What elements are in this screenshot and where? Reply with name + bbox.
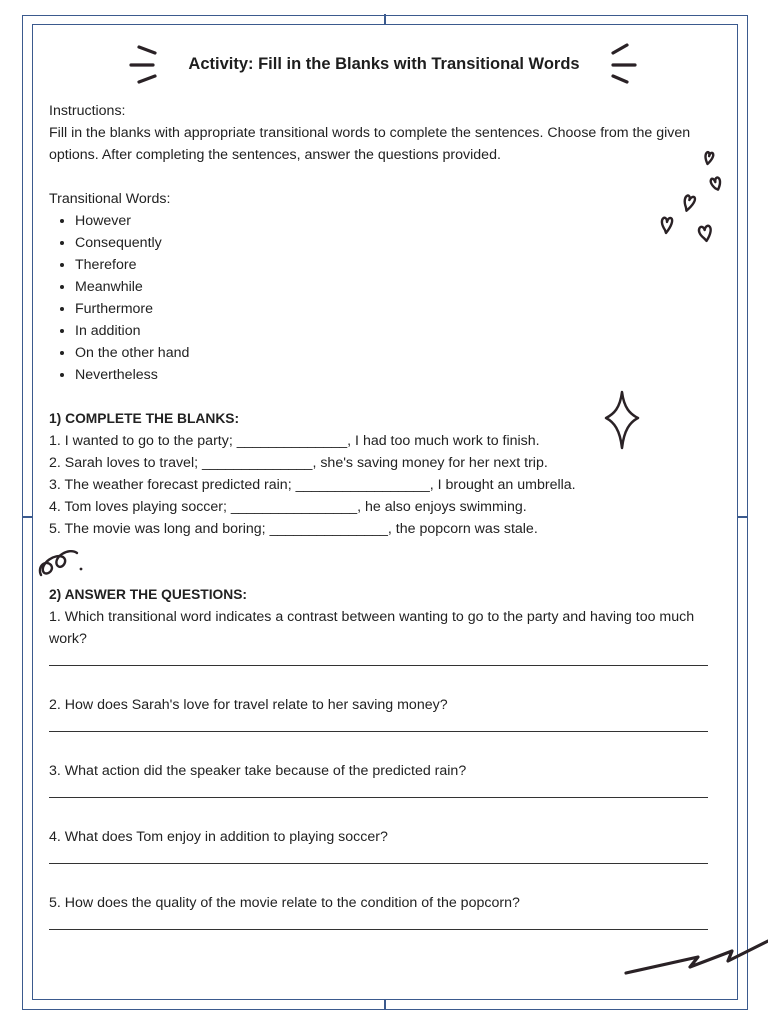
question: 3. What action did the speaker take because of the predicted rain? bbox=[49, 763, 467, 779]
question: 1. Which transitional word indicates a contrast between wanting to go to the party and having too much work? bbox=[49, 609, 695, 647]
transitional-words-list bbox=[49, 210, 714, 386]
list-item: • Meanwhile bbox=[75, 276, 714, 298]
border-tick bbox=[738, 516, 748, 518]
question: 5. How does the quality of the movie relate to the condition of the popcorn? bbox=[49, 895, 520, 911]
answer-line[interactable] bbox=[49, 650, 714, 672]
section2-heading: 2) ANSWER THE QUESTIONS: bbox=[49, 587, 248, 602]
instructions-label: Instructions: bbox=[49, 103, 126, 119]
blank-sentence: 4. Tom loves playing soccer; ________________, he also enjoys swimming. bbox=[49, 499, 527, 515]
worksheet-content bbox=[49, 100, 714, 936]
instructions-text: Fill in the blanks with appropriate transitional words to complete the sentences. Choose from the given options. After completing the sentences, answer the questions provided. bbox=[49, 125, 691, 163]
title-accent-marks-icon bbox=[0, 0, 768, 100]
blank-sentence: 2. Sarah loves to travel; ______________, she's saving money for her next trip. bbox=[49, 455, 548, 471]
list-item: • Therefore bbox=[75, 254, 714, 276]
border-tick bbox=[384, 1000, 386, 1010]
page-title: Activity: Fill in the Blanks with Transitional Words bbox=[188, 55, 580, 73]
list-item: • Nevertheless bbox=[75, 364, 714, 386]
list-item: • Furthermore bbox=[75, 298, 714, 320]
question: 4. What does Tom enjoy in addition to playing soccer? bbox=[49, 829, 388, 845]
list-item: • However bbox=[75, 210, 714, 232]
answer-line[interactable] bbox=[49, 848, 714, 870]
zigzag-line-icon bbox=[620, 935, 768, 975]
answer-line[interactable] bbox=[49, 914, 714, 936]
answer-line[interactable] bbox=[49, 782, 714, 804]
blank-sentence: 1. I wanted to go to the party; ______________, I had too much work to finish. bbox=[49, 433, 540, 449]
blank-sentence: 3. The weather forecast predicted rain; _________________, I brought an umbrella. bbox=[49, 477, 576, 493]
section1-heading: 1) COMPLETE THE BLANKS: bbox=[49, 411, 240, 426]
question: 2. How does Sarah's love for travel relate to her saving money? bbox=[49, 697, 448, 713]
transitional-words-label: Transitional Words: bbox=[49, 191, 171, 207]
border-tick bbox=[22, 516, 32, 518]
answer-line[interactable] bbox=[49, 716, 714, 738]
list-item: • In addition bbox=[75, 320, 714, 342]
list-item: • Consequently bbox=[75, 232, 714, 254]
blank-sentence: 5. The movie was long and boring; _______________, the popcorn was stale. bbox=[49, 521, 538, 537]
list-item: • On the other hand bbox=[75, 342, 714, 364]
